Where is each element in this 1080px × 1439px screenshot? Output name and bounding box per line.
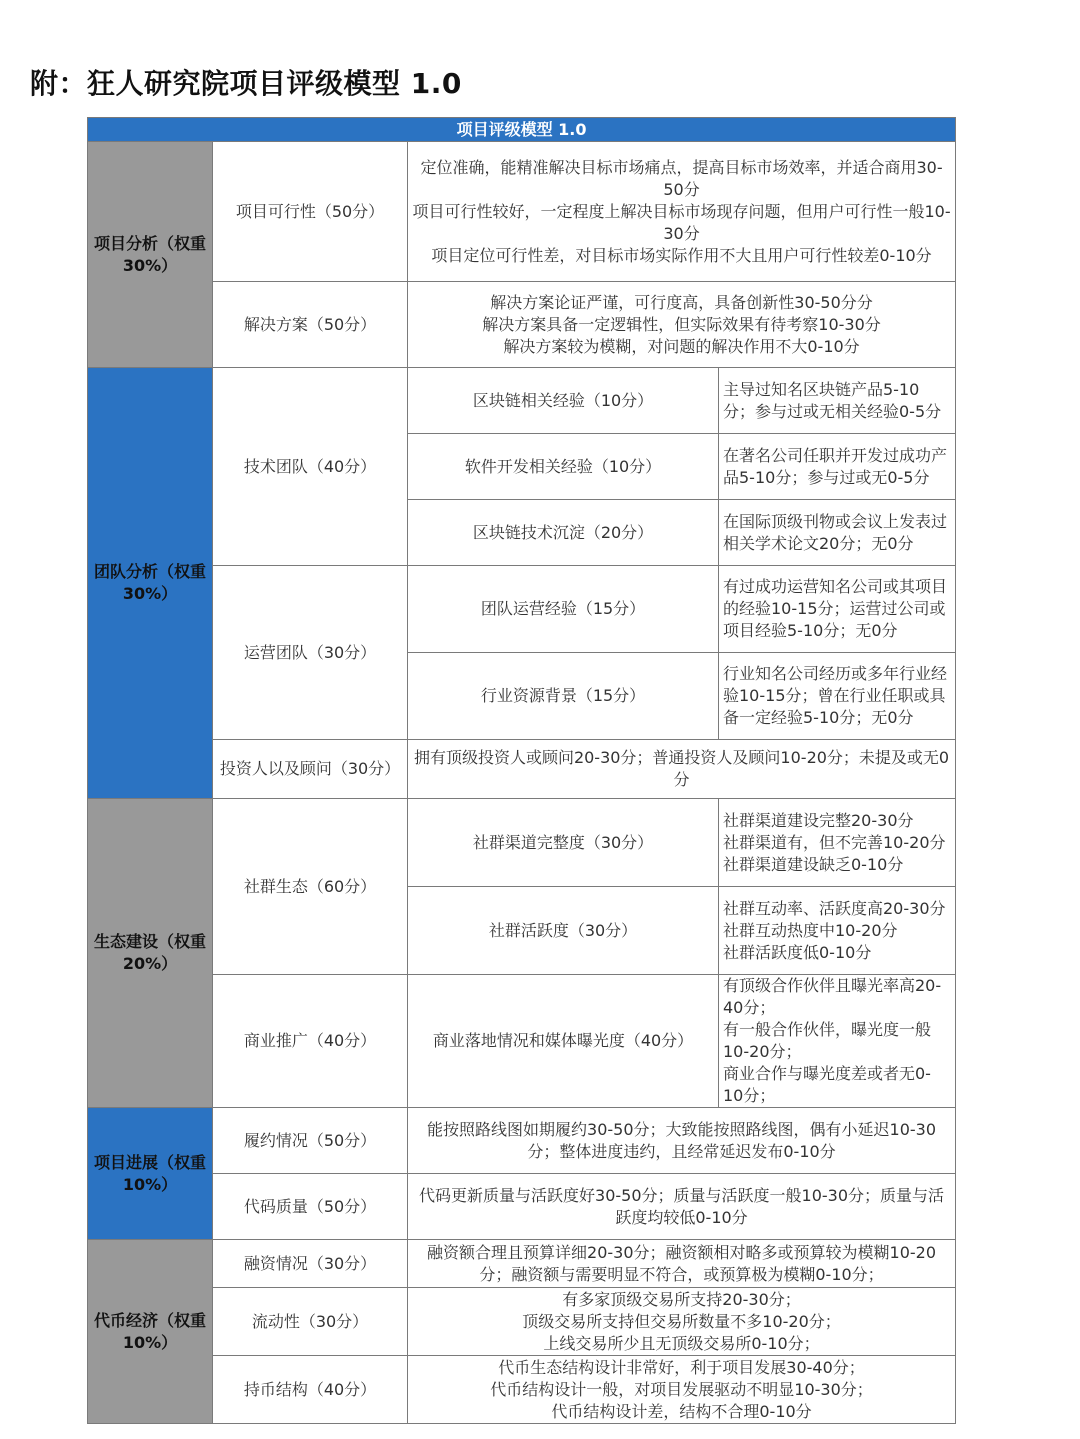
score-line: 社群渠道有，但不完善10-20分: [723, 832, 946, 852]
score-line: 社群渠道建设缺乏0-10分: [723, 854, 904, 874]
score-industry-background: 行业知名公司经历或多年行业经验10-15分；曾在行业任职或具备一定经验5-10分；无0分: [719, 653, 956, 740]
criterion-funding: 融资情况（30分）: [213, 1240, 408, 1288]
solution-line: 解决方案较为模糊，对问题的解决作用不大0-10分: [503, 336, 860, 356]
solution-line: 解决方案论证严谨，可行度高，具备创新性30-50分分: [490, 292, 873, 312]
score-line: 社群活跃度低0-10分: [723, 942, 872, 962]
criterion-tech-team: 技术团队（40分）: [213, 368, 408, 566]
feasibility-line: 项目定位可行性差，对目标市场实际作用不大且用户可行性较差0-10分: [431, 245, 932, 265]
criterion-investors: 投资人以及顾问（30分）: [213, 740, 408, 799]
category-ecosystem: 生态建设（权重20%）: [88, 799, 213, 1108]
item-blockchain-experience: 区块链相关经验（10分）: [408, 368, 719, 434]
item-channel-completeness: 社群渠道完整度（30分）: [408, 799, 719, 887]
item-business-exposure: 商业落地情况和媒体曝光度（40分）: [408, 975, 719, 1108]
score-blockchain-experience: 主导过知名区块链产品5-10分；参与过或无相关经验0-5分: [719, 368, 956, 434]
feasibility-description: [408, 142, 956, 282]
page-title: 附：狂人研究院项目评级模型 1.0: [30, 67, 462, 100]
criterion-feasibility: 项目可行性（50分）: [213, 142, 408, 282]
item-industry-background: 行业资源背景（15分）: [408, 653, 719, 740]
holding-description: [408, 1356, 956, 1424]
category-token-economy: 代币经济（权重10%）: [88, 1240, 213, 1424]
item-community-activity: 社群活跃度（30分）: [408, 887, 719, 975]
category-team-analysis: 团队分析（权重30%）: [88, 368, 213, 799]
score-business-exposure: [719, 975, 956, 1108]
score-line: 有一般合作伙伴，曝光度一般10-20分；: [723, 1020, 932, 1061]
funding-description: 融资额合理且预算详细20-30分；融资额相对略多或预算较为模糊10-20分；融资额与需要明显不符合，或预算极为模糊0-10分；: [408, 1240, 956, 1288]
category-project-analysis: 项目分析（权重30%）: [88, 142, 213, 368]
score-tech-accumulation: 在国际顶级刊物或会议上发表过相关学术论文20分；无0分: [719, 500, 956, 566]
score-line: 社群互动率、活跃度高20-30分: [723, 898, 946, 918]
liquidity-line: 上线交易所少且无顶级交易所0-10分；: [543, 1333, 820, 1353]
feasibility-line: 项目可行性较好，一定程度上解决目标市场现存问题，但用户可行性一般10-30分: [412, 201, 951, 243]
category-progress: 项目进展（权重10%）: [88, 1108, 213, 1240]
delivery-description: 能按照路线图如期履约30-50分；大致能按照路线图，偶有小延迟10-30分；整体进度违约，且经常延迟发布0-10分: [408, 1108, 956, 1174]
item-tech-accumulation: 区块链技术沉淀（20分）: [408, 500, 719, 566]
score-community-activity: [719, 887, 956, 975]
criterion-holding-structure: 持币结构（40分）: [213, 1356, 408, 1424]
criterion-liquidity: 流动性（30分）: [213, 1288, 408, 1356]
criterion-code-quality: 代码质量（50分）: [213, 1174, 408, 1240]
liquidity-line: 有多家顶级交易所支持20-30分；: [562, 1289, 801, 1309]
feasibility-line: 定位准确，能精准解决目标市场痛点，提高目标市场效率，并适合商用30-50分: [420, 157, 943, 199]
rating-model-table: [87, 117, 956, 1424]
criterion-ops-team: 运营团队（30分）: [213, 566, 408, 740]
code-quality-description: 代码更新质量与活跃度好30-50分；质量与活跃度一般10-30分；质量与活跃度均较低0-10分: [408, 1174, 956, 1240]
solution-description: [408, 282, 956, 368]
liquidity-description: [408, 1288, 956, 1356]
table-header: 项目评级模型 1.0: [88, 118, 956, 142]
score-ops-experience: 有过成功运营知名公司或其项目的经验10-15分；运营过公司或项目经验5-10分；无0分: [719, 566, 956, 653]
investors-description: 拥有顶级投资人或顾问20-30分；普通投资人及顾问10-20分；未提及或无0分: [408, 740, 956, 799]
criterion-solution: 解决方案（50分）: [213, 282, 408, 368]
criterion-business-promotion: 商业推广（40分）: [213, 975, 408, 1108]
criterion-community: 社群生态（60分）: [213, 799, 408, 975]
score-software-experience: 在著名公司任职并开发过成功产品5-10分；参与过或无0-5分: [719, 434, 956, 500]
score-line: 社群互动热度中10-20分: [723, 920, 898, 940]
item-software-experience: 软件开发相关经验（10分）: [408, 434, 719, 500]
score-channel-completeness: [719, 799, 956, 887]
solution-line: 解决方案具备一定逻辑性，但实际效果有待考察10-30分: [482, 314, 881, 334]
holding-line: 代币结构设计差，结构不合理0-10分: [551, 1401, 812, 1421]
criterion-delivery: 履约情况（50分）: [213, 1108, 408, 1174]
score-line: 社群渠道建设完整20-30分: [723, 810, 914, 830]
liquidity-line: 顶级交易所支持但交易所数量不多10-20分；: [522, 1311, 841, 1331]
item-ops-experience: 团队运营经验（15分）: [408, 566, 719, 653]
score-line: 有顶级合作伙伴且曝光率高20-40分；: [723, 976, 942, 1017]
holding-line: 代币结构设计一般，对项目发展驱动不明显10-30分；: [490, 1379, 873, 1399]
score-line: 商业合作与曝光度差或者无0-10分；: [723, 1064, 931, 1105]
holding-line: 代币生态结构设计非常好，利于项目发展30-40分；: [498, 1357, 865, 1377]
